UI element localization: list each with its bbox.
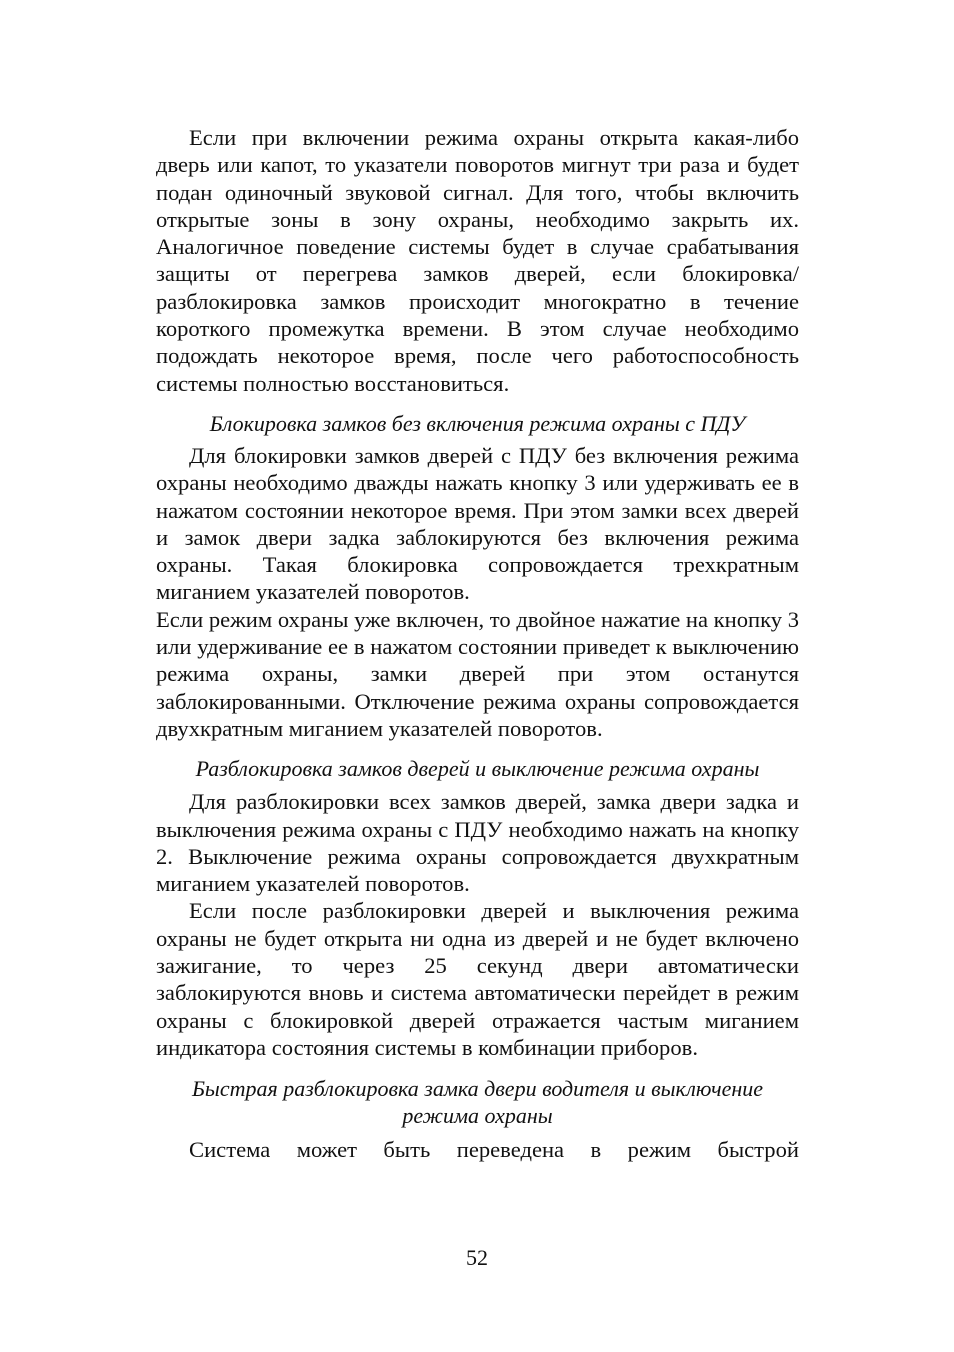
section-heading-unlock-disarm: Разблокировка замков дверей и выключение режима охраны — [195, 756, 760, 782]
paragraph-unlock-disarm: Для разблокировки всех замков дверей, замка двери задка и выключения режима охраны с ПДУ необходимо нажать на кнопку 2. Выключение режима охраны сопровождается двухкратным миганием указателей поворотов. — [156, 789, 799, 897]
paragraph-auto-relock: Если после разблокировки дверей и выключения режима охраны не будет открыта ни одна из дверей и не будет включено зажигание, то через 25 секунд двери автоматически заблокируются вновь и система автоматически перейдет в режим охраны с блокировкой дверей отражается частым миганием индикатора состояния системы в комбинации приборов. — [156, 898, 799, 1060]
section-heading-quick-unlock-line1: Быстрая разблокировка замка двери водителя и выключение — [191, 1076, 764, 1102]
section-heading-quick-unlock — [156, 1075, 799, 1129]
section-heading-lock-without-alarm: Блокировка замков без включения режима охраны с ПДУ — [209, 410, 746, 436]
paragraph-lock-without-alarm: Для блокировки замков дверей с ПДУ без включения режима охраны необходимо дважды нажать кнопку 3 или удерживать ее в нажатом состоянии некоторое время. При этом замки всех дверей и замок двери задка заблокируются без включения режима охраны. Такая блокировка сопровождается трехкратным миганием указателей поворотов. — [156, 442, 799, 605]
document-page — [156, 124, 799, 1164]
paragraph-alarm-already-on: Если режим охраны уже включен, то двойное нажатие на кнопку 3 или удерживание ее в нажатом состоянии приведет к выключению режима охраны, замки дверей при этом останутся заблокированными. Отключение режима охраны сопровождается двухкратным миганием указателей поворотов. — [156, 606, 799, 741]
section-heading-quick-unlock-line2: режима охраны — [402, 1103, 553, 1129]
paragraph-alarm-open-door: Если при включении режима охраны открыта какая-либо дверь или капот, то указатели поворотов мигнут три раза и будет подан одиночный звуковой сигнал. Для того, чтобы включить открытые зоны в зону охраны, необходимо закрыть их. Аналогичное поведение системы будет в случае срабатывания защиты от перегрева замков дверей, если блокировка/ разблокировка замков происходит многократно в течение короткого промежутка времени. В этом случае необходимо подождать некоторое время, после чего работоспособность системы полностью восстановиться. — [156, 125, 799, 396]
paragraph-quick-unlock-start: Система может быть переведена в режим быстрой — [189, 1137, 799, 1163]
page-number: 52 — [466, 1245, 488, 1270]
